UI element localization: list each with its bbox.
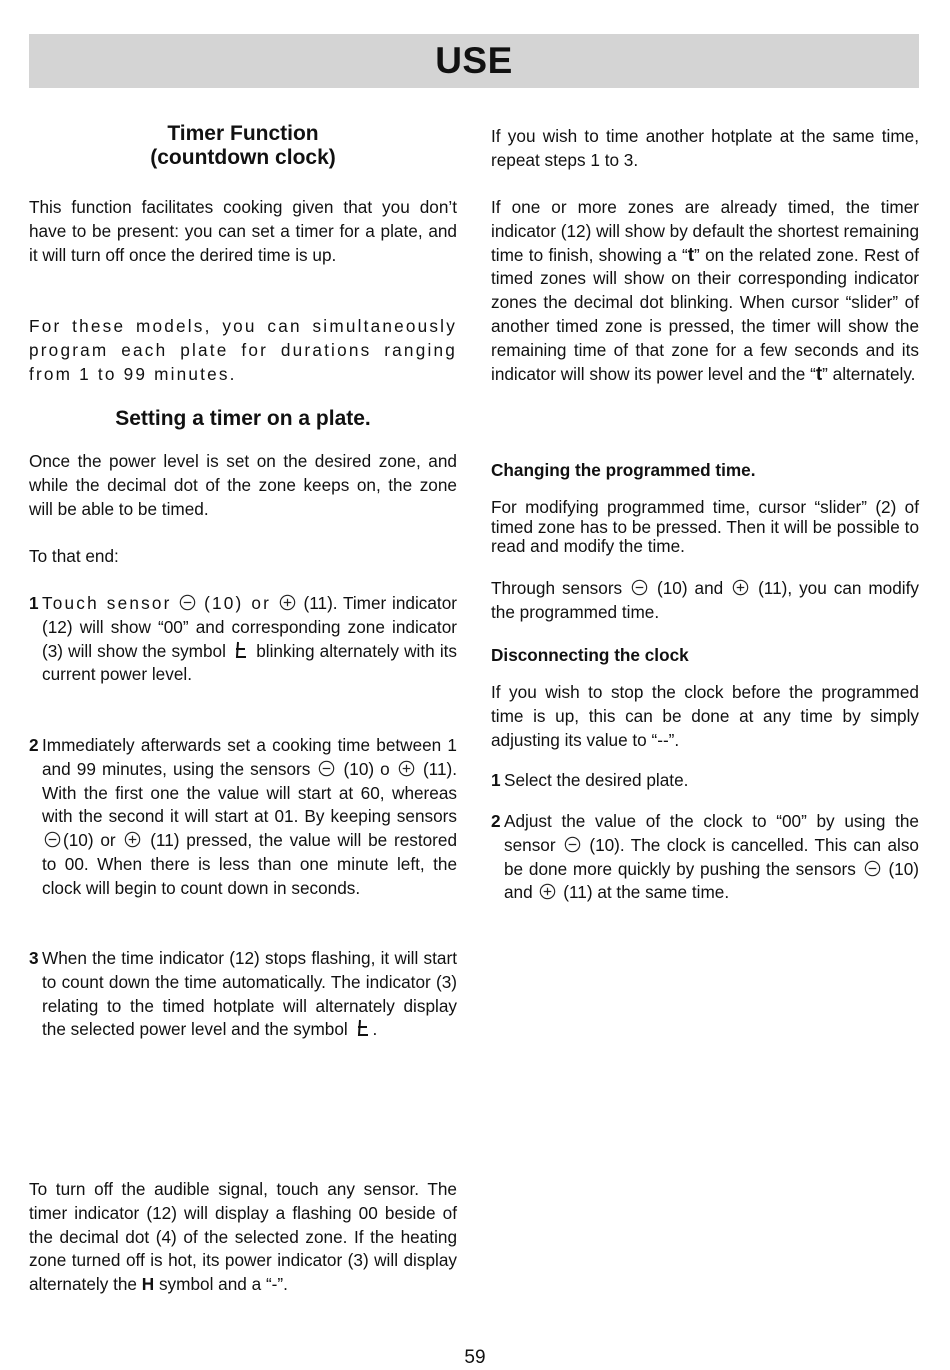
plus-sensor-icon [539,883,556,900]
to-that-end-text: To that end: [29,546,119,566]
minus-sensor-icon [44,831,61,848]
minus-sensor-icon [564,836,581,853]
plus-sensor-icon [124,831,141,848]
page-title: USE [435,40,513,81]
another-hotplate-paragraph: If you wish to time another hotplate at the same time, repeat steps 1 to 3. [491,126,919,170]
models-paragraph: For these models, you can simultaneously program each plate for durations ranging from 1 to 99 minutes. [29,316,457,384]
timer-function-heading [29,122,457,170]
step-2: 2 Immediately afterwards set a cooking time between 1 and 99 minutes, using the sensors (10) o (11). With the first one the value will start at 60, whereas with the second it will start at 01. By keeping sensors (10) or (11) pressed, the value will be restored to 00. When there is less than one minute left, the clock will begin to count down in seconds. [29,735,458,898]
plus-sensor-icon [398,760,415,777]
timed-zones-paragraph: If one or more zones are already timed, the timer indicator (12) will show by default the shortest remaining time to finish, showing a “t” on the related zone. Rest of timed zones will show on their corresponding indicator zones the decimal dot blinking. When cursor “slider” of another timed zone is pressed, the timer will show the remaining time of that zone for a few seconds and its indicator will show its power level and the “t” alternately. [491,197,919,385]
disconnecting-clock-heading: Disconnecting the clock [491,645,689,665]
stop-clock-paragraph: If you wish to stop the clock before the programmed time is up, this can be done at any time by simply adjusting its value to “--”. [491,682,919,750]
modifying-time-paragraph: For modifying programmed time, cursor “slider” (2) of timed zone has to be pressed. Then it will be possible to read and modify the time. [491,497,919,556]
step-number: 2 [491,811,501,831]
step-number: 2 [29,735,39,755]
setting-timer-heading: Setting a timer on a plate. [115,407,371,430]
right-step-1: 1 Select the desired plate. [491,769,919,793]
timer-function-title: Timer Function [167,122,319,145]
step-3: 3 When the time indicator (12) stops flashing, it will start to count down the time automatically. The indicator (3) relating to the timed hotplate will alternately display the selected power level and the symbol . [29,948,457,1040]
step-1: 1 Touch sensor (10) or (11). Timer indicator (12) will show “00” and corresponding zone indicator (3) will show the symbol blinking alternately with its current power level. [29,593,458,685]
timer-function-subtitle: (countdown clock) [150,146,336,169]
section-header-bar [29,34,919,88]
h-symbol: H [141,1274,155,1295]
audible-signal-paragraph: To turn off the audible signal, touch any sensor. The timer indicator (12) will display a flashing 00 beside of the decimal dot (4) of the selected zone. If the heating zone turned off is hot, its power indicator (3) will display alternately the H symbol and a “-”. [29,1179,458,1295]
minus-sensor-icon [864,860,881,877]
step-number: 1 [491,770,501,790]
power-level-paragraph: Once the power level is set on the desired zone, and while the decimal dot of the zone keeps on, the zone will be able to be timed. [29,451,457,519]
right-step-2: 2 Adjust the value of the clock to “00” by using the sensor (10). The clock is cancelled. This can also be done more quickly by pushing the sensors (10) and (11) at the same time. [491,811,920,903]
page-number: 59 [464,1347,486,1368]
minus-sensor-icon [179,594,196,611]
changing-time-heading: Changing the programmed time. [491,460,756,480]
minus-sensor-icon [631,579,648,596]
step-number: 3 [29,948,39,968]
timer-t-symbol-icon [355,1018,371,1038]
through-sensors-paragraph: Through sensors (10) and (11), you can modify the programmed time. [491,578,919,622]
minus-sensor-icon [318,760,335,777]
step-number: 1 [29,593,39,613]
intro-paragraph: This function facilitates cooking given that you don’t have to be present: you can set a timer for a plate, and it will turn off once the derired time is up. [29,197,457,265]
timer-t-symbol-icon [233,640,249,660]
plus-sensor-icon [279,594,296,611]
plus-sensor-icon [732,579,749,596]
